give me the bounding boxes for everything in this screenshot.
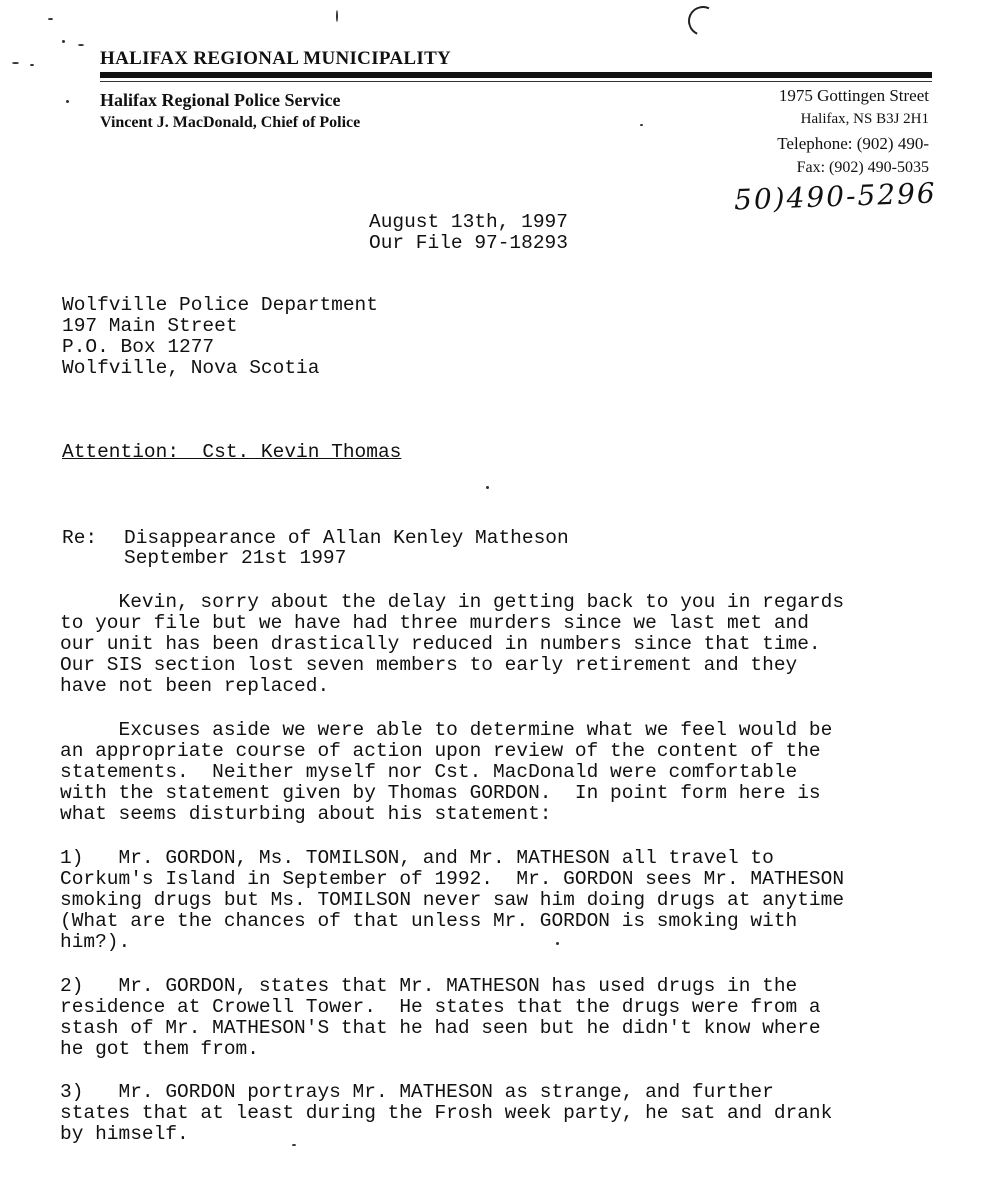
org-name: HALIFAX REGIONAL MUNICIPALITY <box>100 48 452 69</box>
point-item: 3) Mr. GORDON portrays Mr. MATHESON as strange, and further states that at least during the Frosh week party, he sat and drank by himself. <box>60 1081 833 1145</box>
corner-pen-mark <box>684 2 722 40</box>
scan-speck <box>66 100 69 103</box>
recipient-address: Wolfville Police Department 197 Main Street P.O. Box 1277 Wolfville, Nova Scotia <box>62 294 378 379</box>
scan-speck <box>30 64 34 66</box>
scan-speck <box>62 40 65 43</box>
scan-speck <box>640 124 643 126</box>
letter-date: August 13th, 1997 <box>369 211 568 233</box>
address-city: Halifax, NS B3J 2H1 <box>800 111 929 127</box>
scan-speck <box>48 18 53 20</box>
re-label: Re: <box>62 527 98 549</box>
scan-speck <box>336 10 338 22</box>
point-item: 1) Mr. GORDON, Ms. TOMILSON, and Mr. MATHESON all travel to Corkum's Island in September of 1992. Mr. GORDON sees Mr. MATHESON smoking drugs but Ms. TOMILSON never saw him doing drugs at anytime (What are the chances of that unless Mr. GORDON is smoking with him?). <box>60 847 845 953</box>
scan-speck <box>486 486 489 489</box>
telephone: Telephone: (902) 490- <box>777 134 929 153</box>
dept-name: Halifax Regional Police Service <box>100 90 341 110</box>
point-item: 2) Mr. GORDON, states that Mr. MATHESON has used drugs in the residence at Crowell Tower. He states that the drugs were from a stash of Mr. MATHESON'S that he had seen but he didn't know where he got them from. <box>60 975 821 1060</box>
fax: Fax: (902) 490-5035 <box>796 159 929 176</box>
handwritten-phone-note: 50)490-5296 <box>733 176 938 217</box>
address-street: 1975 Gottingen Street <box>778 86 929 105</box>
scan-speck <box>78 44 84 46</box>
body-paragraph: Excuses aside we were able to determine what we feel would be an appropriate course of action upon review of the content of the statements. Neither myself nor Cst. MacDonald were comfortable with the statement given by Thomas GORDON. In point form here is what seems disturbing about his statement: <box>60 719 833 825</box>
scan-speck <box>12 62 19 64</box>
subject-date: September 21st 1997 <box>124 547 347 569</box>
letterhead-rule <box>100 72 932 78</box>
body-paragraph: Kevin, sorry about the delay in getting back to you in regards to your file but we have had three murders since we last met and our unit has been drastically reduced in numbers since that time. Our SIS section lost seven members to early retirement and they have not been replaced. <box>60 591 845 697</box>
attention-line: Attention: Cst. Kevin Thomas <box>62 441 402 463</box>
file-number: Our File 97-18293 <box>369 232 568 254</box>
letterhead-rule-thin <box>100 81 932 82</box>
chief-name: Vincent J. MacDonald, Chief of Police <box>100 114 361 131</box>
subject-line: Disappearance of Allan Kenley Matheson <box>124 527 569 549</box>
